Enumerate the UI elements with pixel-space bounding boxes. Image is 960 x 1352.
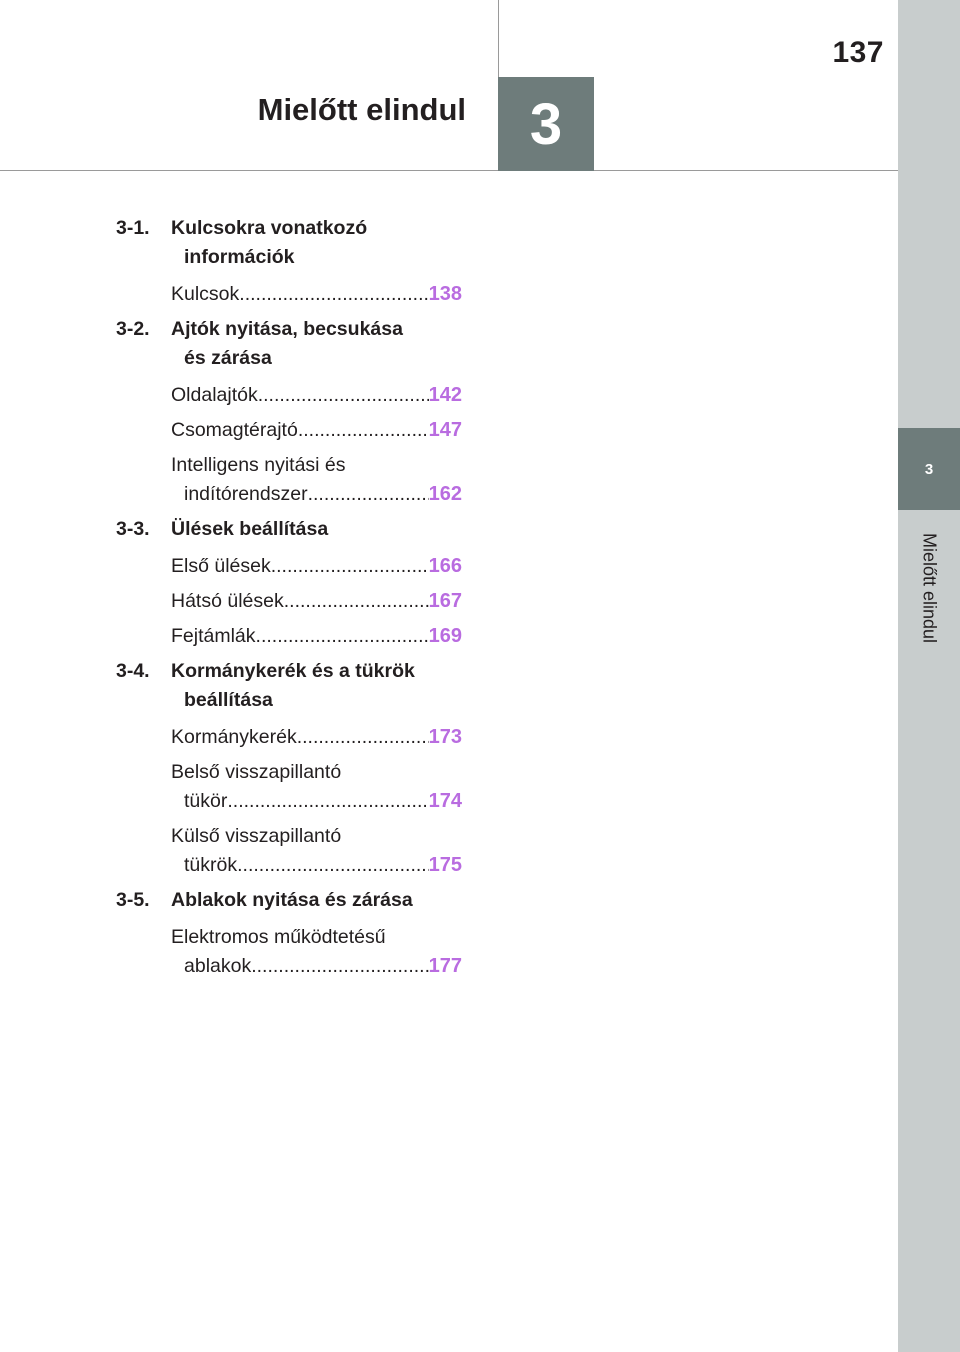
toc-section-heading[interactable] xyxy=(116,515,462,544)
page-reference[interactable]: 167 xyxy=(428,590,462,612)
section-title-continued: és zárása xyxy=(184,347,272,369)
toc-entry[interactable] xyxy=(171,758,462,816)
toc-entry[interactable] xyxy=(171,280,462,309)
page-reference[interactable]: 173 xyxy=(428,726,462,748)
toc-entry[interactable] xyxy=(171,552,462,581)
entry-label: Első ülések xyxy=(171,555,271,577)
section-title: Ablakok nyitása és zárása xyxy=(171,889,413,911)
section-number: 3-4. xyxy=(116,660,150,682)
entry-label: Intelligens nyitási és xyxy=(171,454,346,476)
entry-label: Belső visszapillantó xyxy=(171,761,342,783)
toc-section-heading[interactable] xyxy=(116,657,462,715)
dot-leader xyxy=(227,787,428,816)
toc-entry[interactable] xyxy=(171,923,462,981)
section-number: 3-1. xyxy=(116,217,150,239)
section-title-continued: információk xyxy=(184,246,295,268)
page-reference[interactable]: 166 xyxy=(428,555,462,577)
toc-entry[interactable] xyxy=(171,416,462,445)
chapter-number-box: 3 xyxy=(498,77,594,171)
page-reference[interactable]: 177 xyxy=(428,955,462,977)
entry-label: Csomagtérajtó xyxy=(171,419,298,441)
entry-label: Fejtámlák xyxy=(171,625,256,647)
dot-leader xyxy=(251,952,428,981)
section-title: Kulcsokra vonatkozó xyxy=(171,217,368,239)
dot-leader xyxy=(239,280,428,309)
page-number: 137 xyxy=(832,36,884,69)
entry-label: Kulcsok xyxy=(171,283,240,305)
header-divider-vertical xyxy=(498,0,499,78)
dot-leader xyxy=(256,622,429,651)
toc-entry[interactable] xyxy=(171,451,462,509)
page-reference[interactable]: 142 xyxy=(428,384,462,406)
dot-leader xyxy=(297,723,429,752)
header-divider-horizontal xyxy=(0,170,898,171)
section-title-continued: beállítása xyxy=(184,689,273,711)
dot-leader xyxy=(258,381,429,410)
toc-section-heading[interactable] xyxy=(116,315,462,373)
entry-label: Kormánykerék xyxy=(171,726,297,748)
toc-section-heading[interactable] xyxy=(116,214,462,272)
side-tab-label: Mielőtt elindul xyxy=(919,532,940,644)
dot-leader xyxy=(308,480,429,509)
entry-label: Oldalajtók xyxy=(171,384,258,406)
page-reference[interactable]: 175 xyxy=(428,854,462,876)
toc-entry[interactable] xyxy=(171,381,462,410)
section-title: Ülések beállítása xyxy=(171,518,329,540)
toc-entry[interactable] xyxy=(171,622,462,651)
toc-entry[interactable] xyxy=(171,723,462,752)
page-reference[interactable]: 174 xyxy=(428,790,462,812)
entry-label: tükrök xyxy=(184,854,238,876)
section-number: 3-2. xyxy=(116,318,150,340)
entry-label: tükör xyxy=(184,790,228,812)
section-title: Ajtók nyitása, becsukása xyxy=(171,318,403,340)
entry-label: Elektromos működtetésű xyxy=(171,926,386,948)
dot-leader xyxy=(237,851,429,880)
entry-label: indítórendszer xyxy=(184,483,308,505)
table-of-contents xyxy=(116,214,462,987)
entry-label: ablakok xyxy=(184,955,252,977)
page-reference[interactable]: 162 xyxy=(428,483,462,505)
dot-leader xyxy=(284,587,429,616)
page-reference[interactable]: 169 xyxy=(428,625,462,647)
page-reference[interactable]: 147 xyxy=(428,419,462,441)
dot-leader xyxy=(298,416,429,445)
entry-label: Külső visszapillantó xyxy=(171,825,342,847)
side-tab-strip xyxy=(898,0,960,1352)
entry-label: Hátsó ülések xyxy=(171,590,284,612)
section-number: 3-3. xyxy=(116,518,150,540)
toc-entry[interactable] xyxy=(171,587,462,616)
toc-section-heading[interactable] xyxy=(116,886,462,915)
toc-entry[interactable] xyxy=(171,822,462,880)
dot-leader xyxy=(271,552,429,581)
page-reference[interactable]: 138 xyxy=(428,283,462,305)
section-title: Kormánykerék és a tükrök xyxy=(171,660,415,682)
side-tab-number: 3 xyxy=(898,428,960,510)
chapter-title: Mielőtt elindul xyxy=(257,92,466,127)
section-number: 3-5. xyxy=(116,889,150,911)
